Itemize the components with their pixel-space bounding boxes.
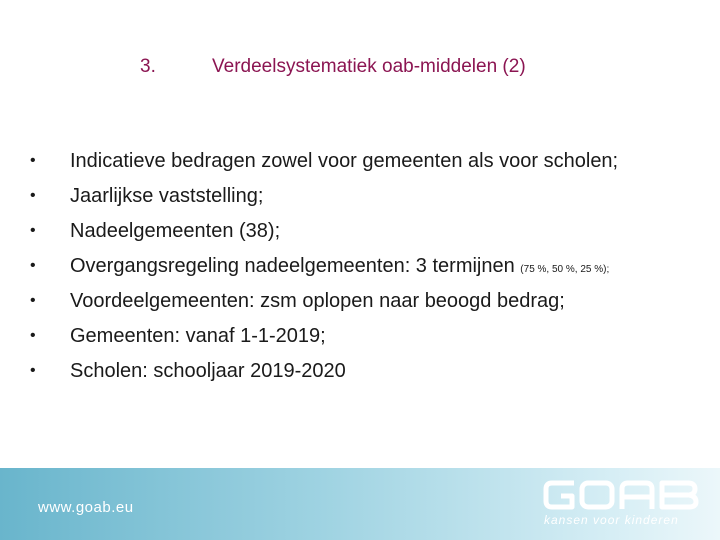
bullet-icon: •: [30, 292, 36, 309]
bullet-icon: •: [30, 187, 36, 204]
bullet-icon: •: [30, 257, 36, 274]
bullet-note: (75 %, 50 %, 25 %);: [520, 264, 610, 275]
bullet-text: Gemeenten: vanaf 1-1-2019;: [70, 325, 326, 347]
bullet-icon: •: [30, 362, 36, 379]
list-item: [30, 181, 710, 216]
bullet-text: Jaarlijkse vaststelling;: [70, 185, 264, 207]
list-item: [30, 356, 710, 391]
bullet-icon: •: [30, 222, 36, 239]
bullet-text: Scholen: schooljaar 2019-2020: [70, 360, 346, 382]
bullet-icon: •: [30, 327, 36, 344]
goab-logo-icon: [542, 478, 702, 512]
slide-title-bar: [0, 56, 720, 86]
list-item: [30, 251, 710, 286]
goab-logo: [542, 478, 702, 534]
footer-band: [0, 468, 720, 540]
website-link[interactable]: www.goab.eu: [38, 499, 134, 516]
list-item: [30, 146, 710, 181]
bullet-icon: •: [30, 152, 36, 169]
bullet-text: Voordeelgemeenten: zsm oplopen naar beoogd bedrag;: [70, 290, 565, 312]
slide-number: 3.: [140, 56, 156, 77]
slide-title: Verdeelsystematiek oab-middelen (2): [212, 56, 526, 77]
list-item: [30, 321, 710, 356]
list-item: [30, 286, 710, 321]
bullet-text: Overgangsregeling nadeelgemeenten: 3 termijnen (75 %, 50 %, 25 %);: [70, 255, 610, 277]
bullet-text: Indicatieve bedragen zowel voor gemeenten als voor scholen;: [70, 150, 619, 172]
logo-tagline: kansen voor kinderen: [544, 513, 679, 527]
list-item: [30, 216, 710, 251]
bullet-text: Nadeelgemeenten (38);: [70, 220, 281, 242]
bullet-list: [30, 146, 710, 391]
